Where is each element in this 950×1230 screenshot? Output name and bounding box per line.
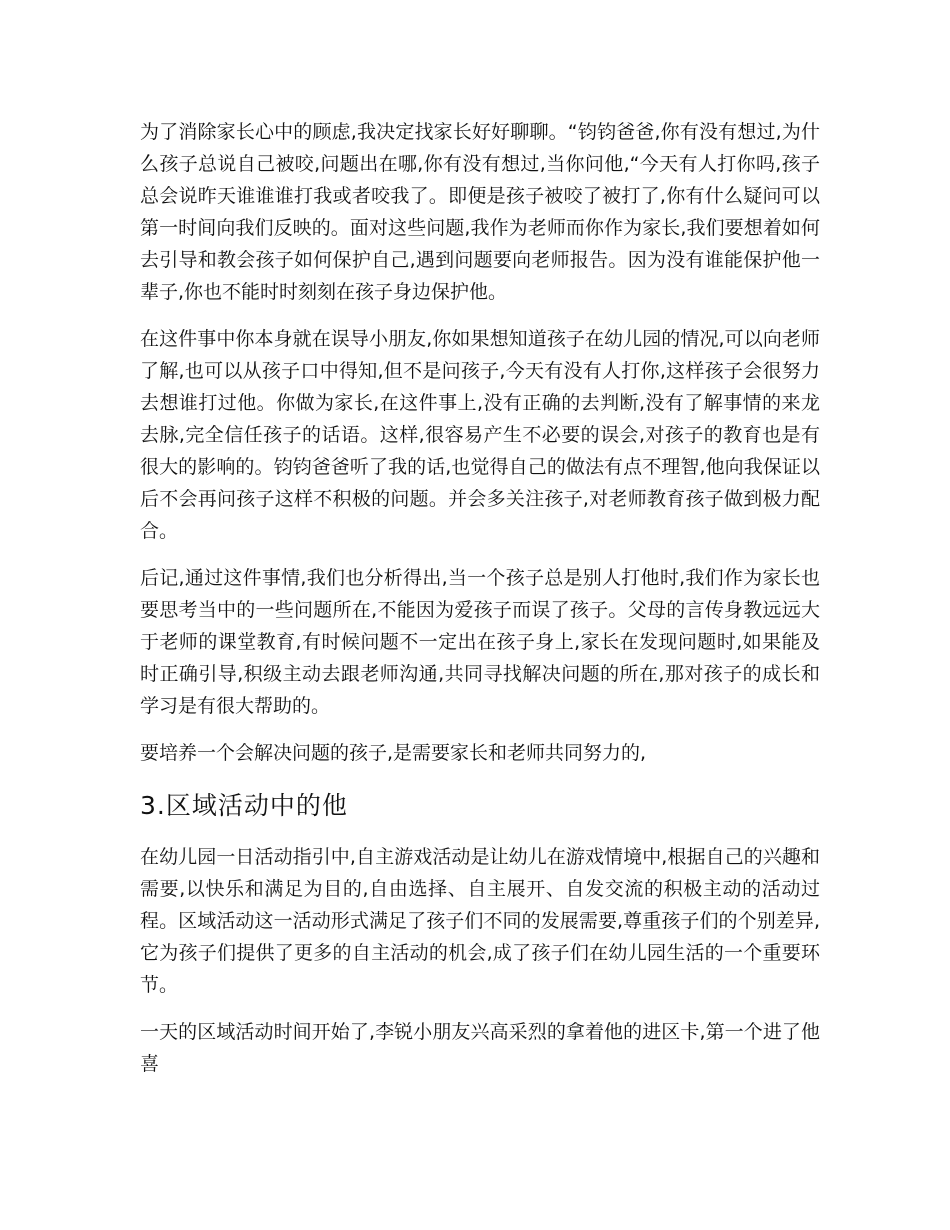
paragraph: 后记,通过这件事情,我们也分析得出,当一个孩子总是别人打他时,我们作为家长也要思考当中的一些问题所在,不能因为爱孩子而误了孩子。父母的言传身教远远大于老师的课堂教育,有时候问题不一定出在孩子身上,家长在发现问题时,如果能及时正确引导,积级主动去跟老师沟通,共同寻找解决问题的所在,那对孩子的成长和学习是有很大帮助的。 [140,567,820,717]
paragraph: 在这件事中你本身就在误导小朋友,你如果想知道孩子在幼儿园的情况,可以向老师了解,也可以从孩子口中得知,但不是问孩子,今天有没有人打你,这样孩子会很努力去想谁打过他。你做为家长,在这件事上,没有正确的去判断,没有了解事情的来龙去脉,完全信任孩子的话语。这样,很容易产生不必要的误会,对孩子的教育也是有很大的影响的。钧钧爸爸听了我的话,也觉得自己的做法有点不理智,他向我保证以后不会再问孩子这样不积极的问题。并会多关注孩子,对老师教育孩子做到极力配合。 [140,328,820,542]
document-page [140,116,820,1080]
paragraph: 为了消除家长心中的顾虑,我决定找家长好好聊聊。“钧钧爸爸,你有没有想过,为什么孩子总说自己被咬,问题出在哪,你有没有想过,当你问他,“今天有人打你吗,孩子总会说昨天谁谁谁打我或者咬我了。即便是孩子被咬了被打了,你有什么疑问可以第一时间向我们反映的。面对这些问题,我作为老师而你作为家长,我们要想着如何去引导和教会孩子如何保护自己,遇到问题要向老师报告。因为没有谁能保护他一辈子,你也不能时时刻刻在孩子身边保护他。 [140,121,820,303]
section-heading: 3.区域活动中的他 [140,791,348,820]
paragraph: 一天的区域活动时间开始了,李锐小朋友兴高采烈的拿着他的进区卡,第一个进了他喜 [140,1021,820,1075]
paragraph: 在幼儿园一日活动指引中,自主游戏活动是让幼儿在游戏情境中,根据自己的兴趣和需要,以快乐和满足为目的,自由选择、自主展开、自发交流的积极主动的活动过程。区域活动这一活动形式满足了孩子们不同的发展需要,尊重孩子们的个别差异,它为孩子们提供了更多的自主活动的机会,成了孩子们在幼儿园生活的一个重要环节。 [140,846,820,996]
paragraph: 要培养一个会解决问题的孩子,是需要家长和老师共同努力的, [140,742,647,764]
